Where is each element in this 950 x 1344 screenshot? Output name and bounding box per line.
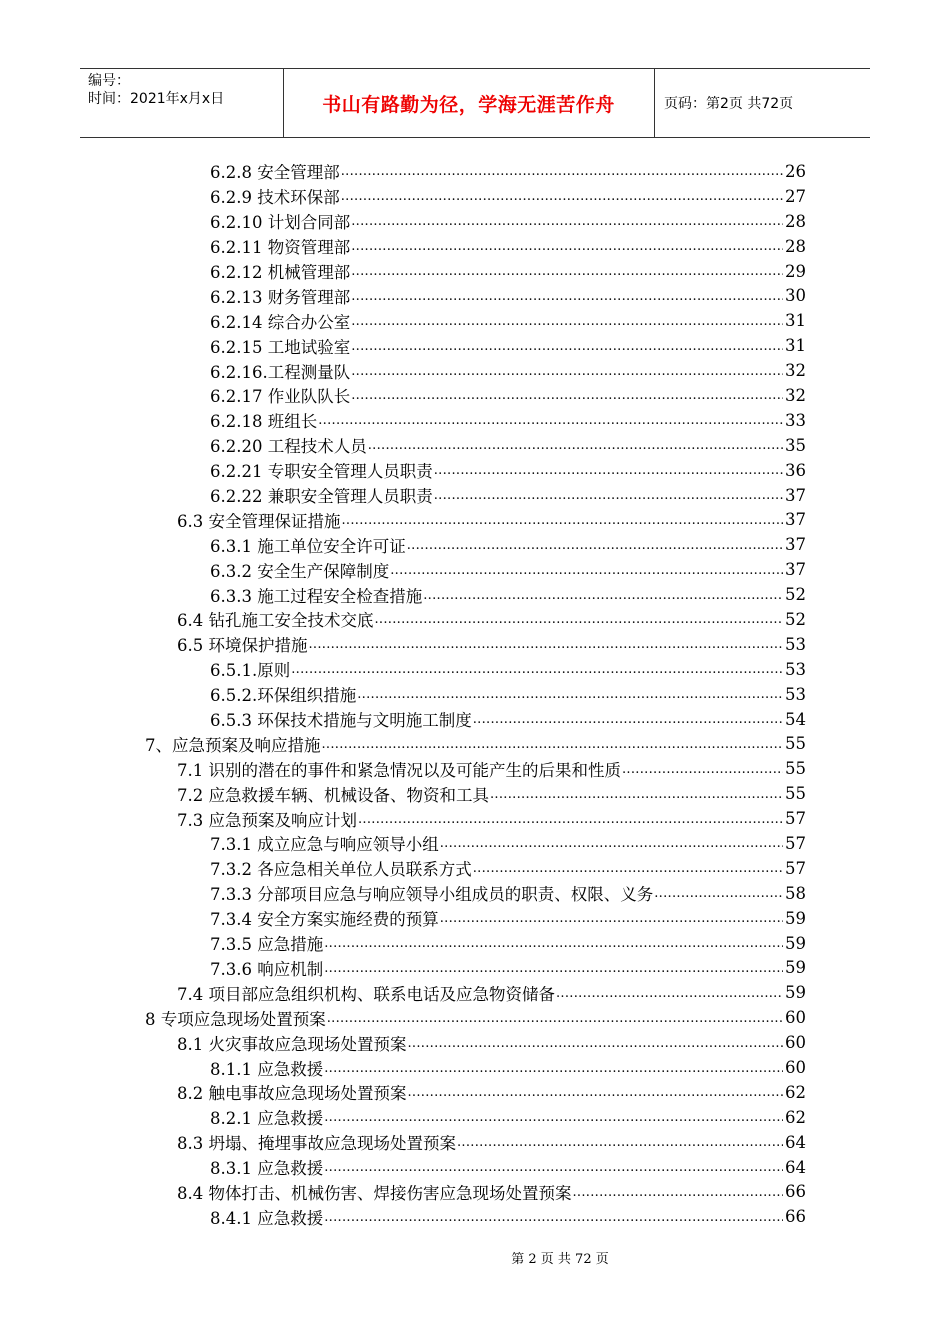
toc-entry-title: 6.3 安全管理保证措施 (177, 508, 342, 532)
toc-entry[interactable] (210, 358, 806, 383)
document-number-label: 编号： (88, 73, 130, 89)
toc-entry-title: 6.2.21 专职安全管理人员职责 (210, 458, 434, 482)
toc-dot-leader (327, 1009, 783, 1027)
toc-dot-leader (408, 1083, 784, 1101)
toc-entry-title: 6.2.11 物资管理部 (210, 234, 351, 258)
toc-entry-page: 37 (785, 535, 806, 555)
toc-dot-leader (375, 610, 784, 628)
toc-entry-page: 57 (785, 833, 806, 853)
toc-entry[interactable] (210, 956, 806, 981)
toc-dot-leader (324, 1208, 783, 1226)
toc-entry-title: 6.4 钻孔施工安全技术交底 (177, 607, 375, 631)
toc-entry-title: 8.2.1 应急救援 (210, 1105, 324, 1129)
toc-entry[interactable] (210, 532, 806, 557)
toc-entry-page: 57 (785, 809, 806, 829)
toc-entry[interactable] (210, 1105, 806, 1130)
toc-entry-title: 7.1 识别的潜在的事件和紧急情况以及可能产生的后果和性质 (177, 757, 622, 781)
toc-entry-page: 31 (785, 311, 806, 331)
toc-entry[interactable] (210, 557, 806, 582)
toc-entry-title: 8 专项应急现场处置预案 (145, 1006, 327, 1030)
toc-dot-leader (357, 685, 783, 703)
toc-entry-page: 55 (785, 734, 806, 754)
toc-entry[interactable] (177, 1180, 806, 1205)
toc-dot-leader (473, 710, 783, 728)
toc-entry-page: 37 (785, 510, 806, 530)
toc-entry-page: 59 (785, 958, 806, 978)
toc-entry-title: 7.3.1 成立应急与响应领导小组 (210, 831, 440, 855)
toc-entry[interactable] (145, 731, 806, 756)
toc-entry-title: 8.3.1 应急救援 (210, 1155, 324, 1179)
toc-entry-title: 8.4.1 应急救援 (210, 1205, 324, 1229)
toc-dot-leader (351, 237, 783, 255)
toc-entry-title: 6.2.13 财务管理部 (210, 284, 351, 308)
toc-entry[interactable] (210, 707, 806, 732)
toc-entry[interactable] (210, 881, 806, 906)
toc-entry[interactable] (210, 383, 806, 408)
toc-dot-leader (407, 536, 783, 554)
page-footer (0, 1248, 950, 1267)
toc-entry-title: 6.2.20 工程技术人员 (210, 433, 368, 457)
toc-entry-page: 55 (785, 759, 806, 779)
toc-entry-title: 8.4 物体打击、机械伤害、焊接伤害应急现场处置预案 (177, 1180, 573, 1204)
toc-entry-page: 53 (785, 634, 806, 654)
toc-dot-leader (324, 959, 783, 977)
toc-dot-leader (291, 660, 783, 678)
toc-entry[interactable] (210, 159, 806, 184)
toc-dot-leader (457, 1133, 783, 1151)
toc-entry-title: 6.3.3 施工过程安全检查措施 (210, 583, 423, 607)
toc-dot-leader (440, 909, 783, 927)
toc-entry[interactable] (210, 283, 806, 308)
toc-entry[interactable] (177, 1030, 806, 1055)
toc-dot-leader (341, 162, 783, 180)
toc-dot-leader (351, 312, 783, 330)
toc-entry-page: 62 (785, 1107, 806, 1127)
toc-entry-title: 6.2.17 作业队队长 (210, 383, 351, 407)
toc-entry-page: 60 (785, 1058, 806, 1077)
toc-entry[interactable] (210, 931, 806, 956)
toc-entry-page: 53 (785, 659, 806, 679)
toc-entry-page: 64 (785, 1132, 806, 1152)
toc-dot-leader (423, 586, 783, 604)
toc-entry-page: 60 (785, 1008, 806, 1028)
toc-entry[interactable] (210, 856, 806, 881)
toc-entry-title: 6.5.2.环保组织措施 (210, 682, 357, 706)
toc-dot-leader (322, 735, 784, 753)
toc-entry-title: 7.3.3 分部项目应急与响应领导小组成员的职责、权限、义务 (210, 881, 654, 905)
toc-entry[interactable] (210, 682, 806, 707)
toc-entry[interactable] (210, 333, 806, 358)
toc-dot-leader (324, 1059, 783, 1077)
toc-dot-leader (573, 1183, 784, 1201)
toc-dot-leader (368, 436, 783, 454)
toc-entry-page: 52 (785, 609, 806, 629)
toc-entry-title: 6.5.3 环保技术措施与文明施工制度 (210, 707, 473, 731)
toc-entry-page: 54 (785, 709, 806, 729)
toc-dot-leader (309, 635, 784, 653)
toc-dot-leader (556, 984, 783, 1002)
toc-entry[interactable] (210, 458, 806, 483)
toc-entry[interactable] (177, 806, 806, 831)
toc-entry-page: 52 (785, 585, 806, 605)
toc-entry[interactable] (210, 433, 806, 458)
toc-dot-leader (390, 561, 783, 579)
toc-entry-title: 7.3.5 应急措施 (210, 931, 324, 955)
toc-entry[interactable] (177, 507, 806, 532)
toc-entry[interactable] (177, 607, 806, 632)
toc-dot-leader (341, 187, 783, 205)
toc-entry-title: 6.2.12 机械管理部 (210, 259, 351, 283)
toc-dot-leader (324, 1158, 783, 1176)
toc-entry-page: 53 (785, 684, 806, 704)
toc-entry[interactable] (210, 308, 806, 333)
toc-entry-title: 7.3.6 响应机制 (210, 956, 324, 980)
toc-entry-page: 35 (785, 435, 806, 455)
toc-entry[interactable] (177, 1130, 806, 1155)
toc-entry-page: 32 (785, 385, 806, 405)
header-motto-cell (283, 69, 655, 137)
toc-entry-page: 33 (785, 410, 806, 430)
toc-entry[interactable] (210, 408, 806, 433)
footer-page-number: 第 2 页 共 72 页 (511, 1252, 609, 1267)
toc-entry-title: 7.3 应急预案及响应计划 (177, 807, 358, 831)
toc-entry[interactable] (210, 1155, 806, 1180)
toc-entry-page: 66 (785, 1182, 806, 1202)
toc-entry[interactable] (177, 1080, 806, 1105)
toc-entry-page: 64 (785, 1157, 806, 1177)
toc-entry-page: 28 (785, 211, 806, 231)
toc-entry-page: 59 (785, 908, 806, 928)
toc-entry-title: 6.5.1.原则 (210, 657, 291, 681)
toc-dot-leader (324, 1108, 783, 1126)
toc-entry-page: 27 (785, 186, 806, 206)
toc-entry-title: 7.3.2 各应急相关单位人员联系方式 (210, 856, 473, 880)
toc-entry[interactable] (210, 184, 806, 209)
toc-dot-leader (654, 884, 783, 902)
toc-dot-leader (440, 834, 783, 852)
header-page-info: 页码：第2页 共72页 (664, 96, 794, 112)
toc-entry-page: 59 (785, 933, 806, 953)
toc-entry[interactable] (177, 632, 806, 657)
toc-entry[interactable] (177, 756, 806, 781)
toc-dot-leader (351, 362, 783, 380)
toc-entry[interactable] (210, 582, 806, 607)
toc-entry[interactable] (210, 906, 806, 931)
toc-entry-title: 7.3.4 安全方案实施经费的预算 (210, 906, 440, 930)
toc-entry-page: 59 (785, 983, 806, 1003)
toc-dot-leader (408, 1034, 784, 1052)
toc-entry-title: 8.1.1 应急救援 (210, 1056, 324, 1080)
toc-entry-title: 6.2.16.工程测量队 (210, 359, 351, 383)
toc-dot-leader (358, 810, 783, 828)
document-date-label: 时间：2021年x月x日 (88, 91, 225, 107)
toc-entry[interactable] (210, 1055, 806, 1080)
toc-dot-leader (351, 386, 783, 404)
toc-entry-title: 8.3 坍塌、掩埋事故应急现场处置预案 (177, 1130, 457, 1154)
toc-entry-page: 37 (785, 485, 806, 505)
toc-entry[interactable] (210, 234, 806, 259)
toc-entry[interactable] (145, 1005, 806, 1030)
toc-entry-page: 66 (785, 1207, 806, 1227)
toc-entry-title: 6.2.15 工地试验室 (210, 334, 351, 358)
toc-dot-leader (324, 934, 783, 952)
toc-dot-leader (351, 287, 783, 305)
toc-entry[interactable] (177, 781, 806, 806)
toc-entry-title: 6.2.22 兼职安全管理人员职责 (210, 483, 434, 507)
toc-dot-leader (622, 760, 783, 778)
toc-dot-leader (351, 212, 783, 230)
toc-entry-page: 31 (785, 336, 806, 356)
toc-entry[interactable] (210, 483, 806, 508)
toc-dot-leader (434, 461, 783, 479)
toc-entry[interactable] (210, 831, 806, 856)
toc-entry-page: 60 (785, 1033, 806, 1053)
toc-entry-title: 8.1 火灾事故应急现场处置预案 (177, 1031, 408, 1055)
header-page-cell (654, 69, 870, 137)
toc-entry-page: 29 (785, 261, 806, 281)
toc-entry-page: 36 (785, 460, 806, 480)
toc-entry-page: 62 (785, 1082, 806, 1102)
toc-entry[interactable] (210, 209, 806, 234)
toc-entry-title: 6.2.18 班组长 (210, 408, 318, 432)
toc-dot-leader (318, 411, 783, 429)
toc-entry-title: 6.3.2 安全生产保障制度 (210, 558, 390, 582)
toc-entry[interactable] (210, 657, 806, 682)
toc-dot-leader (490, 785, 783, 803)
document-header (80, 68, 870, 138)
toc-entry-page: 58 (785, 883, 806, 903)
toc-dot-leader (434, 486, 783, 504)
toc-dot-leader (342, 511, 784, 529)
toc-entry-page: 55 (785, 784, 806, 804)
toc-entry[interactable] (210, 1204, 806, 1229)
toc-entry-title: 6.5 环境保护措施 (177, 632, 309, 656)
header-meta-cell (80, 69, 284, 137)
toc-entry-title: 6.2.8 安全管理部 (210, 159, 341, 183)
toc-dot-leader (351, 262, 783, 280)
toc-entry-title: 6.3.1 施工单位安全许可证 (210, 533, 407, 557)
toc-dot-leader (351, 337, 783, 355)
toc-entry-page: 30 (785, 286, 806, 306)
toc-entry-page: 28 (785, 236, 806, 256)
toc-entry-title: 6.2.10 计划合同部 (210, 209, 351, 233)
toc-entry[interactable] (177, 980, 806, 1005)
toc-entry-page: 37 (785, 560, 806, 580)
toc-entry-title: 6.2.9 技术环保部 (210, 184, 341, 208)
header-motto: 书山有路勤为径，学海无涯苦作舟 (322, 93, 615, 116)
toc-entry-title: 7.2 应急救援车辆、机械设备、物资和工具 (177, 782, 490, 806)
toc-entry-title: 8.2 触电事故应急现场处置预案 (177, 1080, 408, 1104)
toc-entry-page: 32 (785, 361, 806, 381)
toc-entry-title: 6.2.14 综合办公室 (210, 309, 351, 333)
toc-entry[interactable] (210, 259, 806, 284)
toc-entry-page: 57 (785, 858, 806, 878)
toc-dot-leader (473, 859, 783, 877)
toc-entry-title: 7、应急预案及响应措施 (145, 732, 322, 756)
table-of-contents (0, 159, 950, 1229)
toc-entry-page: 26 (785, 161, 806, 181)
toc-entry-title: 7.4 项目部应急组织机构、联系电话及应急物资储备 (177, 981, 556, 1005)
